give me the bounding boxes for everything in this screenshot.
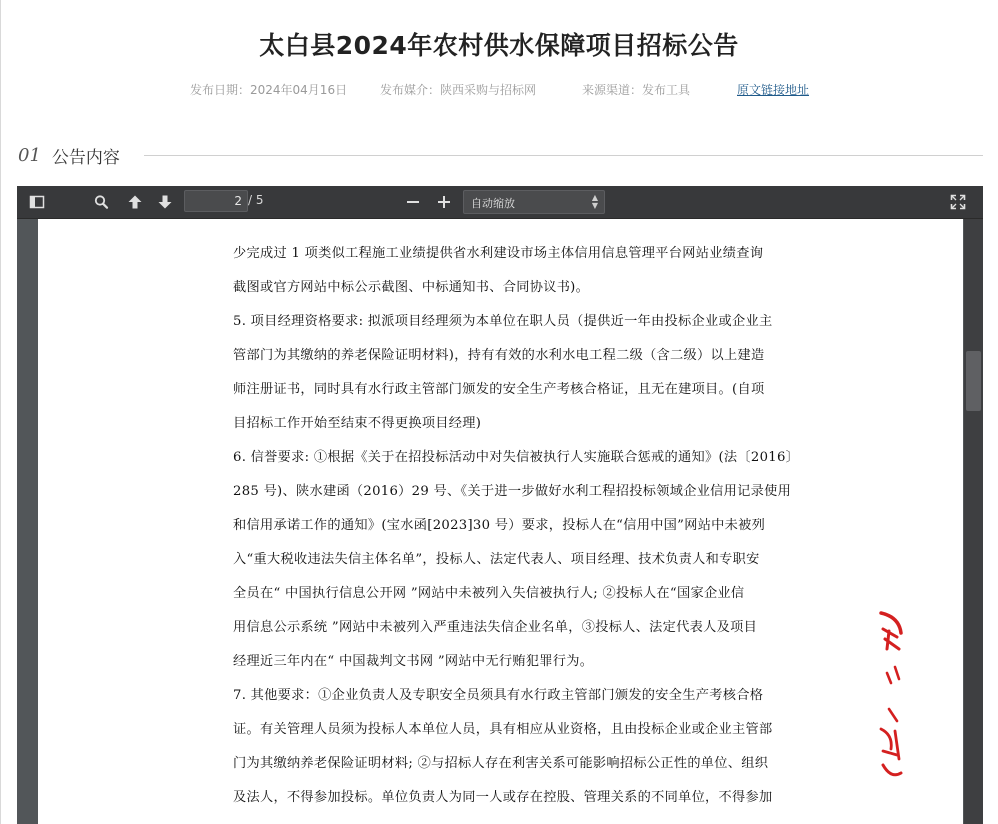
red-seal-stamp [873,609,905,784]
section-divider [144,155,983,156]
scrollbar-thumb[interactable] [966,351,981,411]
page-text-line: 和信用承诺工作的通知》(宝水函[2023]30 号）要求，投标人在“信用中国”网站中未被列 [233,518,766,533]
page-number-input[interactable] [184,190,248,212]
page-text-line: 截图或官方网站中标公示截图、中标通知书、合同协议书)。 [233,280,590,295]
plus-icon[interactable] [435,193,453,211]
search-icon[interactable] [92,193,110,211]
publish-media: 发布媒介：陕西采购与招标网 [380,83,537,97]
page-text-line: 经理近三年内在“ 中国裁判文书网 ”网站中无行贿犯罪行为。 [233,654,594,669]
sidebar-toggle-icon[interactable] [28,193,46,211]
minus-icon[interactable] [404,193,422,211]
arrow-down-icon[interactable] [156,193,174,211]
page-text-line: 入“重大税收违法失信主体名单”，投标人、法定代表人、项目经理、技术负责人和专职安 [233,552,760,567]
pdf-viewer [17,186,983,824]
scrollbar-track[interactable] [964,219,983,824]
pdf-toolbar [17,186,983,219]
page-total: / 5 [248,193,264,207]
page-text-line: 证。有关管理人员须为投标人本单位人员，具有相应从业资格，且由投标企业或企业主管部 [233,722,773,737]
page-text-line: 285 号)、陕水建函（2016）29 号、《关于进一步做好水利工程招投标领域企业信用记录使用 [233,484,792,499]
page-text-line: 6. 信誉要求: ①根据《关于在招投标活动中对失信被执行人实施联合惩戒的通知》(法〔2016〕 [233,450,800,465]
section-label: 公告内容 [51,148,120,168]
section-number: 01 [18,145,41,166]
chevron-updown-icon: ▲ ▼ [591,193,598,210]
page-text-line: 全员在“ 中国执行信息公开网 ”网站中未被列入失信被执行人; ②投标人在“国家企业信 [233,586,745,601]
arrow-up-icon[interactable] [126,193,144,211]
original-link[interactable]: 原文链接地址 [737,83,810,97]
page-title: 太白县2024年农村供水保障项目招标公告 [259,31,739,60]
section-header [18,143,983,168]
page-text-line: 门为其缴纳养老保险证明材料; ②与招标人存在利害关系可能影响招标公正性的单位、组织 [233,756,769,771]
left-border [0,0,1,824]
page-text-line: 用信息公示系统 ”网站中未被列入严重违法失信企业名单，③投标人、法定代表人及项目 [233,620,758,635]
pdf-page [38,219,963,824]
page-text-line: 5. 项目经理资格要求: 拟派项目经理须为本单位在职人员（提供近一年由投标企业或企业主 [233,314,773,329]
page-text-line: 师注册证书，同时具有水行政主管部门颁发的安全生产考核合格证，且无在建项目。(自项 [233,382,765,397]
page-text-line: 少完成过 1 项类似工程施工业绩提供省水利建设市场主体信用信息管理平台网站业绩查询 [233,246,764,261]
page-text-line: 及法人，不得参加投标。单位负责人为同一人或存在控股、管理关系的不同单位，不得参加 [233,790,773,805]
zoom-select[interactable] [463,190,605,214]
publish-date: 发布日期：2024年04月16日 [190,83,348,97]
page-text-line: 目招标工作开始至结束不得更换项目经理) [233,416,482,431]
zoom-value: 自动缩放 [471,197,515,210]
page-text-line: 管部门为其缴纳的养老保险证明材料)，持有有效的水利水电工程二级（含二级）以上建造 [233,348,765,363]
source-channel: 来源渠道：发布工具 [582,83,691,97]
fullscreen-icon[interactable] [949,193,967,211]
page-text-line: 7. 其他要求：①企业负责人及专职安全员须具有水行政主管部门颁发的安全生产考核合格 [233,688,764,703]
